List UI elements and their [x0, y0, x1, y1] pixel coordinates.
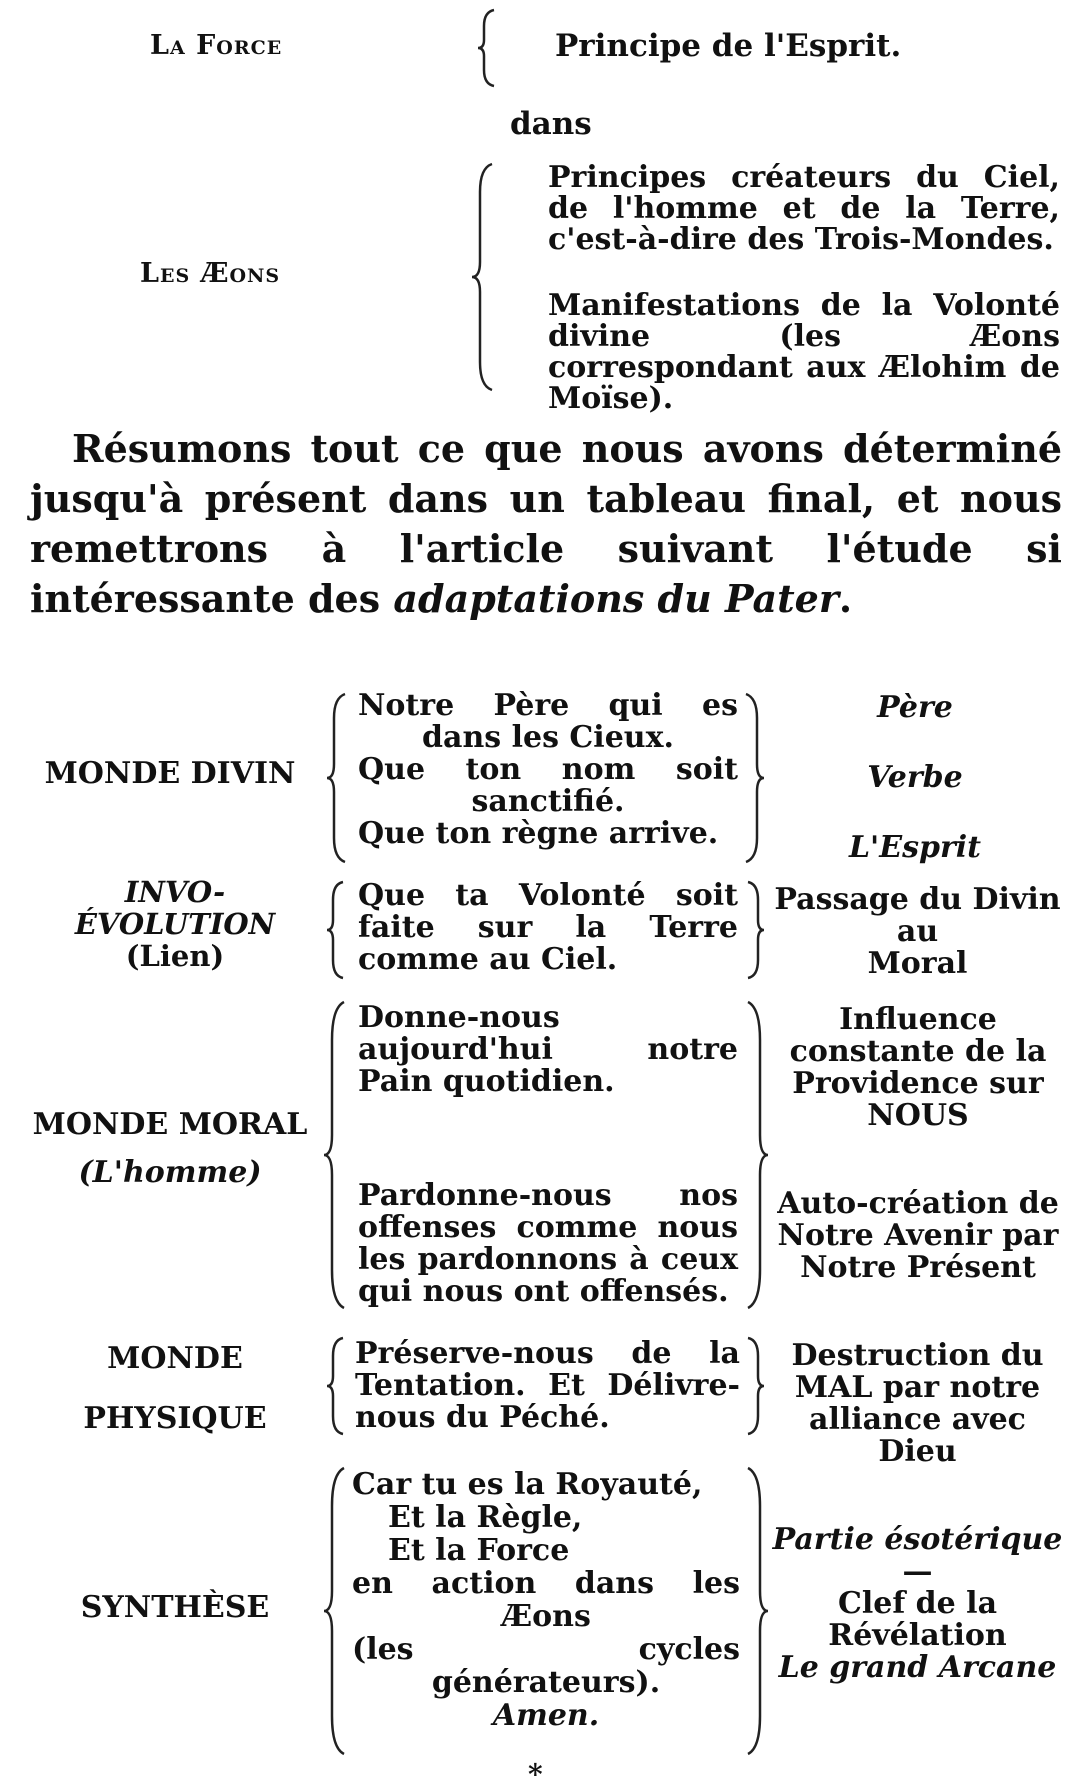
row2-left-1: INVO-: [124, 875, 226, 909]
row4-left-1: MONDE: [107, 1341, 243, 1376]
row3-mid-2: Pardonne-nous nos offenses comme nous les pardonnons à ceux qui nous ont offensés.: [358, 1178, 738, 1309]
row1-right: [770, 692, 1060, 864]
row2-mid: [358, 880, 738, 976]
row4-left-2: PHYSIQUE: [83, 1401, 267, 1436]
row5-mid-2: Et la Règle,: [388, 1500, 583, 1535]
row5-right-4: Le grand Arcane: [778, 1650, 1057, 1685]
brace-row3-right: [742, 1000, 770, 1310]
row2-left-3: (Lien): [125, 939, 225, 973]
row3-left-1: MONDE MORAL: [32, 1107, 308, 1142]
brace-row4-left: [325, 1336, 349, 1436]
brace-row2-left: [325, 880, 349, 980]
row4-mid: [355, 1338, 740, 1434]
eons-label: Les Æons: [140, 258, 281, 289]
row2-mid-1: Que ta Volonté soit faite sur la Terre comme au Ciel.: [358, 878, 738, 977]
row1-left: [30, 756, 310, 791]
row5-mid: [352, 1468, 740, 1732]
row2-left-2: ÉVOLUTION: [74, 907, 276, 941]
row3-left-2: (L'homme): [78, 1155, 262, 1190]
row2-left: [40, 876, 310, 972]
brace-eons: [470, 162, 498, 392]
row2-right-2: au: [896, 914, 939, 949]
force-label: La Force: [150, 30, 283, 61]
brace-row4-right: [742, 1336, 766, 1436]
summary-italic: adaptations du Pater: [393, 576, 839, 621]
brace-force: [476, 8, 500, 88]
row1-mid: [358, 690, 738, 850]
row1-mid-1: Notre Père qui es dans les Cieux.: [358, 688, 738, 755]
eons-text-2: Manifestations de la Volonté divine (les Æons correspondant aux Ælohim de Moïse).: [548, 288, 1060, 416]
row1-mid-2: Que ton nom soit sanctifié.: [358, 752, 738, 819]
row3-mid: [358, 1002, 738, 1308]
row2-right-3: Moral: [867, 946, 968, 981]
row5-mid-3: Et la Force: [388, 1533, 570, 1568]
row5-mid-6: Amen.: [492, 1698, 600, 1733]
row5-right-2: —: [902, 1554, 933, 1589]
brace-row3-left: [322, 1000, 350, 1310]
row5-right-1: Partie ésotérique: [772, 1522, 1063, 1557]
row2-right-1: Passage du Divin: [774, 882, 1061, 917]
row5-right: [770, 1524, 1065, 1684]
dans-text: dans: [510, 106, 592, 142]
summary-period: .: [838, 576, 853, 621]
brace-row1-right: [740, 692, 766, 864]
row4-mid-1: Préserve-nous de la Tentation. Et Délivre-nous du Péché.: [355, 1336, 740, 1435]
row3-right-2: Auto-création de Notre Avenir par Notre Présent: [777, 1186, 1059, 1285]
row5-right-3: Clef de la Révélation: [828, 1586, 1007, 1653]
row5-left-1: SYNTHÈSE: [80, 1590, 270, 1625]
row3-left: [20, 1108, 320, 1190]
row4-right-1: Destruction du MAL par notre alliance avec Dieu: [791, 1338, 1044, 1469]
brace-row2-right: [742, 880, 766, 980]
row2-right: [770, 884, 1065, 980]
row1-right-1: Père: [877, 690, 953, 725]
row5-mid-1: Car tu es la Royauté,: [352, 1467, 703, 1502]
summary-text: Résumons tout ce que nous avons déterminé jusqu'à présent dans un tableau final, et nous remettrons à l'article suivant l'étude si intéressante des: [30, 426, 1062, 621]
row3-right-1: Influence constante de la Providence sur NOUS: [789, 1002, 1047, 1133]
brace-row5-left: [322, 1466, 350, 1756]
row1-mid-3: Que ton règne arrive.: [358, 816, 719, 851]
row4-right: [770, 1340, 1065, 1468]
brace-row1-left: [325, 692, 351, 864]
row4-left: [40, 1342, 310, 1436]
row3-mid-1: Donne-nous aujourd'hui notre Pain quotidien.: [358, 1000, 738, 1099]
summary-paragraph: [30, 424, 1062, 624]
force-text: Principe de l'Esprit.: [555, 28, 902, 64]
row5-mid-5: (les cycles générateurs).: [352, 1632, 740, 1700]
eons-text-1: Principes créateurs du Ciel, de l'homme et de la Terre, c'est-à-dire des Trois-Mondes.: [548, 160, 1060, 257]
row5-mid-4: en action dans les Æons: [352, 1566, 740, 1634]
row1-left-1: MONDE DIVIN: [44, 756, 296, 791]
row3-right: [772, 1004, 1064, 1284]
footer-mark: *: [528, 1758, 543, 1791]
row1-right-2: Verbe: [867, 760, 963, 795]
row1-right-3: L'Esprit: [848, 830, 982, 865]
row5-left: [40, 1590, 310, 1625]
brace-row5-right: [742, 1466, 770, 1756]
